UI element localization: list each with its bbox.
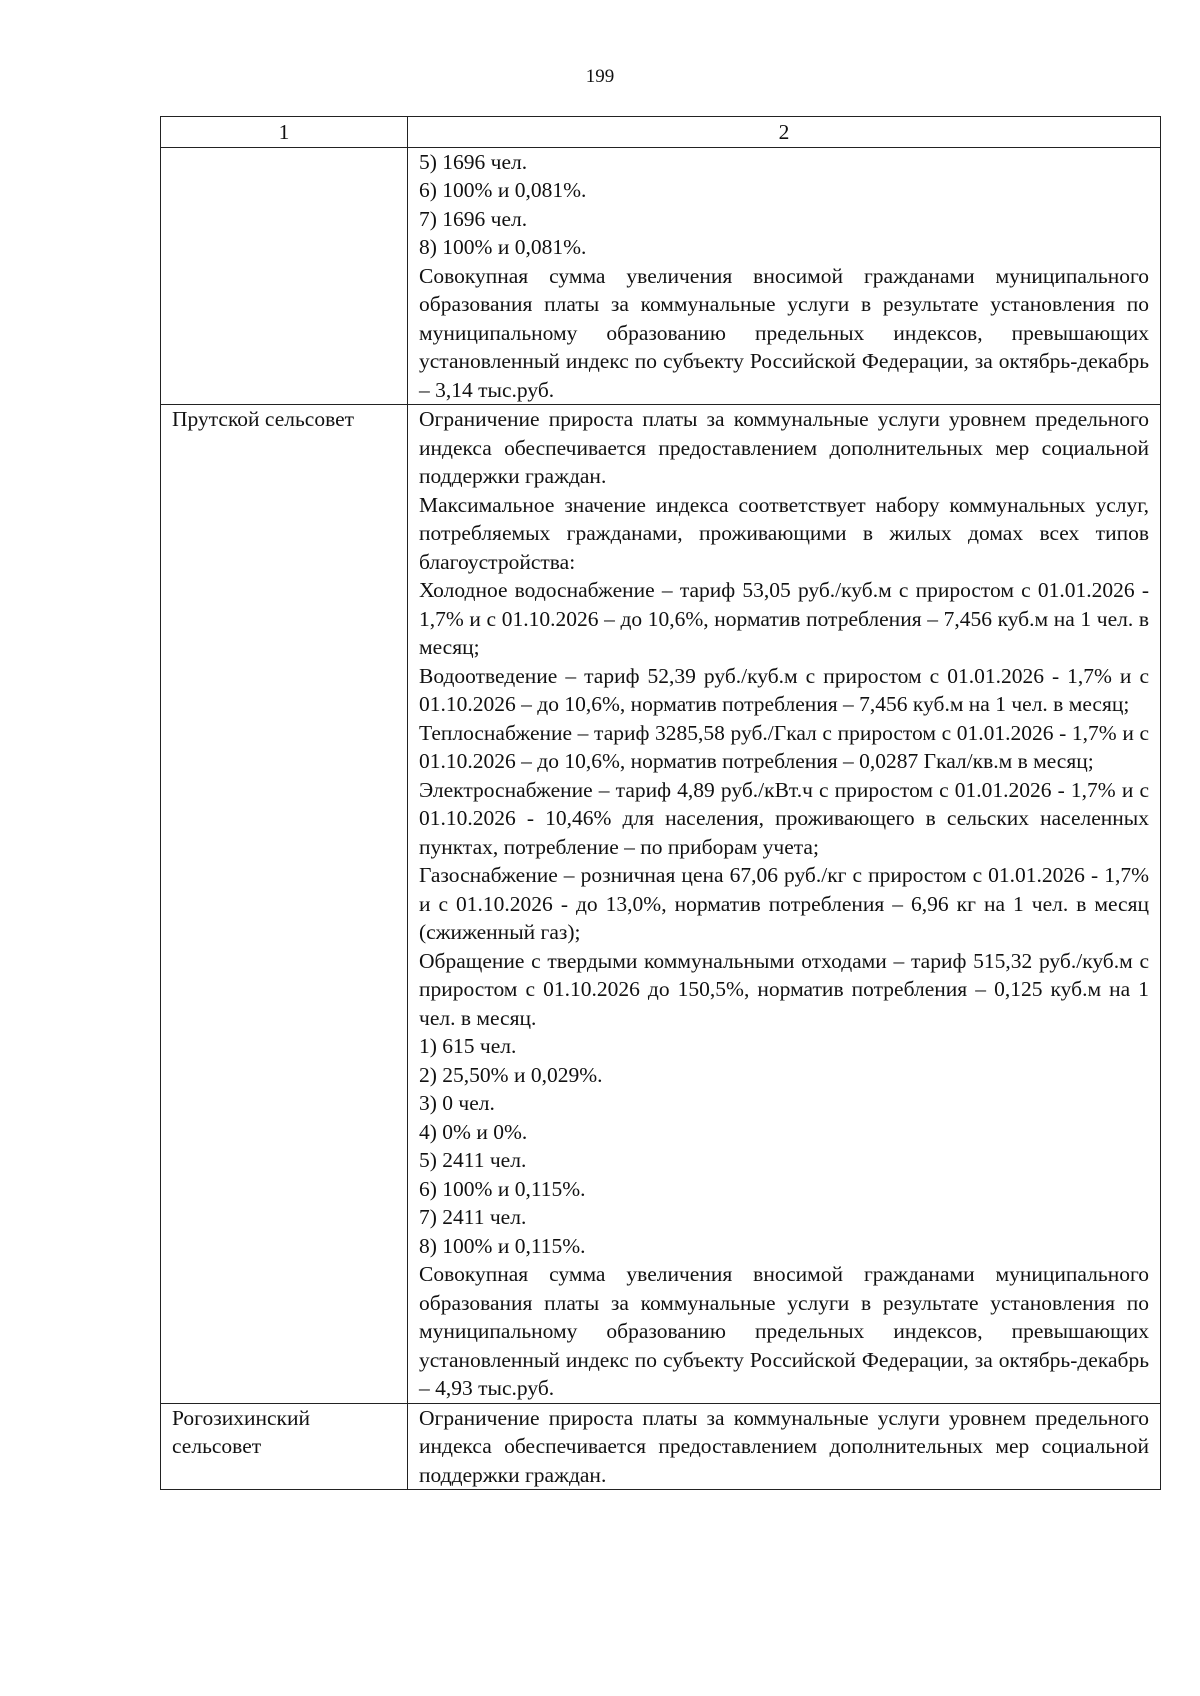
description-paragraph: 8) 100% и 0,081%. bbox=[419, 235, 587, 259]
description-paragraph: Электроснабжение – тариф 4,89 руб./кВт.ч с приростом с 01.01.2026 - 1,7% и с 01.10.2026 - 10,46% для населения, проживающего в сельских населенных пунктах, потребление – по приборам учета; bbox=[419, 777, 1149, 859]
municipality-name-cell bbox=[161, 147, 408, 405]
description-paragraph: 6) 100% и 0,115%. bbox=[419, 1176, 586, 1201]
municipality-name-cell: Прутской сельсовет bbox=[161, 405, 408, 1404]
description-paragraph: 5) 2411 чел. bbox=[419, 1148, 527, 1172]
column-header-1: 1 bbox=[161, 117, 408, 148]
municipality-name-cell: Рогозихинский сельсовет bbox=[161, 1403, 408, 1490]
description-paragraph: 8) 100% и 0,115%. bbox=[419, 1233, 586, 1258]
description-paragraph: Ограничение прироста платы за коммунальные услуги уровнем предельного индекса обеспечивается предоставлением дополнительных мер социальной поддержки граждан. bbox=[419, 1405, 1149, 1487]
document-table bbox=[160, 116, 1161, 1490]
table-row bbox=[161, 147, 1161, 405]
description-cell bbox=[408, 1403, 1161, 1490]
table-row bbox=[161, 1403, 1161, 1490]
table-row bbox=[161, 405, 1161, 1404]
description-paragraph: 1) 615 чел. bbox=[419, 1034, 517, 1058]
description-paragraph: Холодное водоснабжение – тариф 53,05 руб./куб.м с приростом с 01.01.2026 - 1,7% и с 01.10.2026 – до 10,6%, норматив потребления – 7,456 куб.м на 1 чел. в месяц; bbox=[419, 578, 1149, 659]
description-paragraph: 3) 0 чел. bbox=[419, 1091, 495, 1115]
description-paragraph: Максимальное значение индекса соответствует набору коммунальных услуг, потребляемых гражданами, проживающими в жилых домах всех типов благоустройства: bbox=[419, 492, 1149, 574]
description-paragraph: Обращение с твердыми коммунальными отходами – тариф 515,32 руб./куб.м с приростом с 01.10.2026 до 150,5%, норматив потребления – 0,125 куб.м на 1 чел. в месяц. bbox=[419, 948, 1149, 1030]
table-header-row bbox=[161, 117, 1161, 148]
description-paragraph: Совокупная сумма увеличения вносимой гражданами муниципального образования платы за коммунальные услуги в результате установления по муниципальному образованию предельных индексов, превышающих установленный индекс по субъекту Российской Федерации, за октябрь-декабрь – 4,93 тыс.руб. bbox=[419, 1262, 1149, 1400]
description-cell bbox=[408, 147, 1161, 405]
description-paragraph: Газоснабжение – розничная цена 67,06 руб./кг с приростом с 01.01.2026 - 1,7% и с 01.10.2026 - до 13,0%, норматив потребления – 6,96 кг на 1 чел. в месяц (сжиженный газ); bbox=[419, 863, 1149, 944]
description-paragraph: Водоотведение – тариф 52,39 руб./куб.м с приростом с 01.01.2026 - 1,7% и с 01.10.2026 – до 10,6%, норматив потребления – 7,456 куб.м на 1 чел. в месяц; bbox=[419, 663, 1149, 716]
description-paragraph: 6) 100% и 0,081%. bbox=[419, 178, 587, 202]
description-paragraph: 7) 1696 чел. bbox=[419, 206, 528, 231]
description-paragraph: 5) 1696 чел. bbox=[419, 149, 528, 174]
description-paragraph: 4) 0% и 0%. bbox=[419, 1119, 528, 1144]
column-header-2: 2 bbox=[408, 117, 1161, 148]
description-paragraph: 7) 2411 чел. bbox=[419, 1205, 527, 1229]
page-number: 199 bbox=[585, 66, 615, 87]
description-paragraph: 2) 25,50% и 0,029%. bbox=[419, 1062, 603, 1087]
description-cell bbox=[408, 405, 1161, 1404]
description-paragraph: Совокупная сумма увеличения вносимой гражданами муниципального образования платы за коммунальные услуги в результате установления по муниципальному образованию предельных индексов, превышающих установленный индекс по субъекту Российской Федерации, за октябрь-декабрь – 3,14 тыс.руб. bbox=[419, 263, 1149, 402]
description-paragraph: Ограничение прироста платы за коммунальные услуги уровнем предельного индекса обеспечивается предоставлением дополнительных мер социальной поддержки граждан. bbox=[419, 407, 1149, 488]
description-paragraph: Теплоснабжение – тариф 3285,58 руб./Гкал с приростом с 01.01.2026 - 1,7% и с 01.10.2026 – до 10,6%, норматив потребления – 0,0287 Гкал/кв.м в месяц; bbox=[419, 720, 1149, 773]
table-body bbox=[161, 147, 1161, 1490]
